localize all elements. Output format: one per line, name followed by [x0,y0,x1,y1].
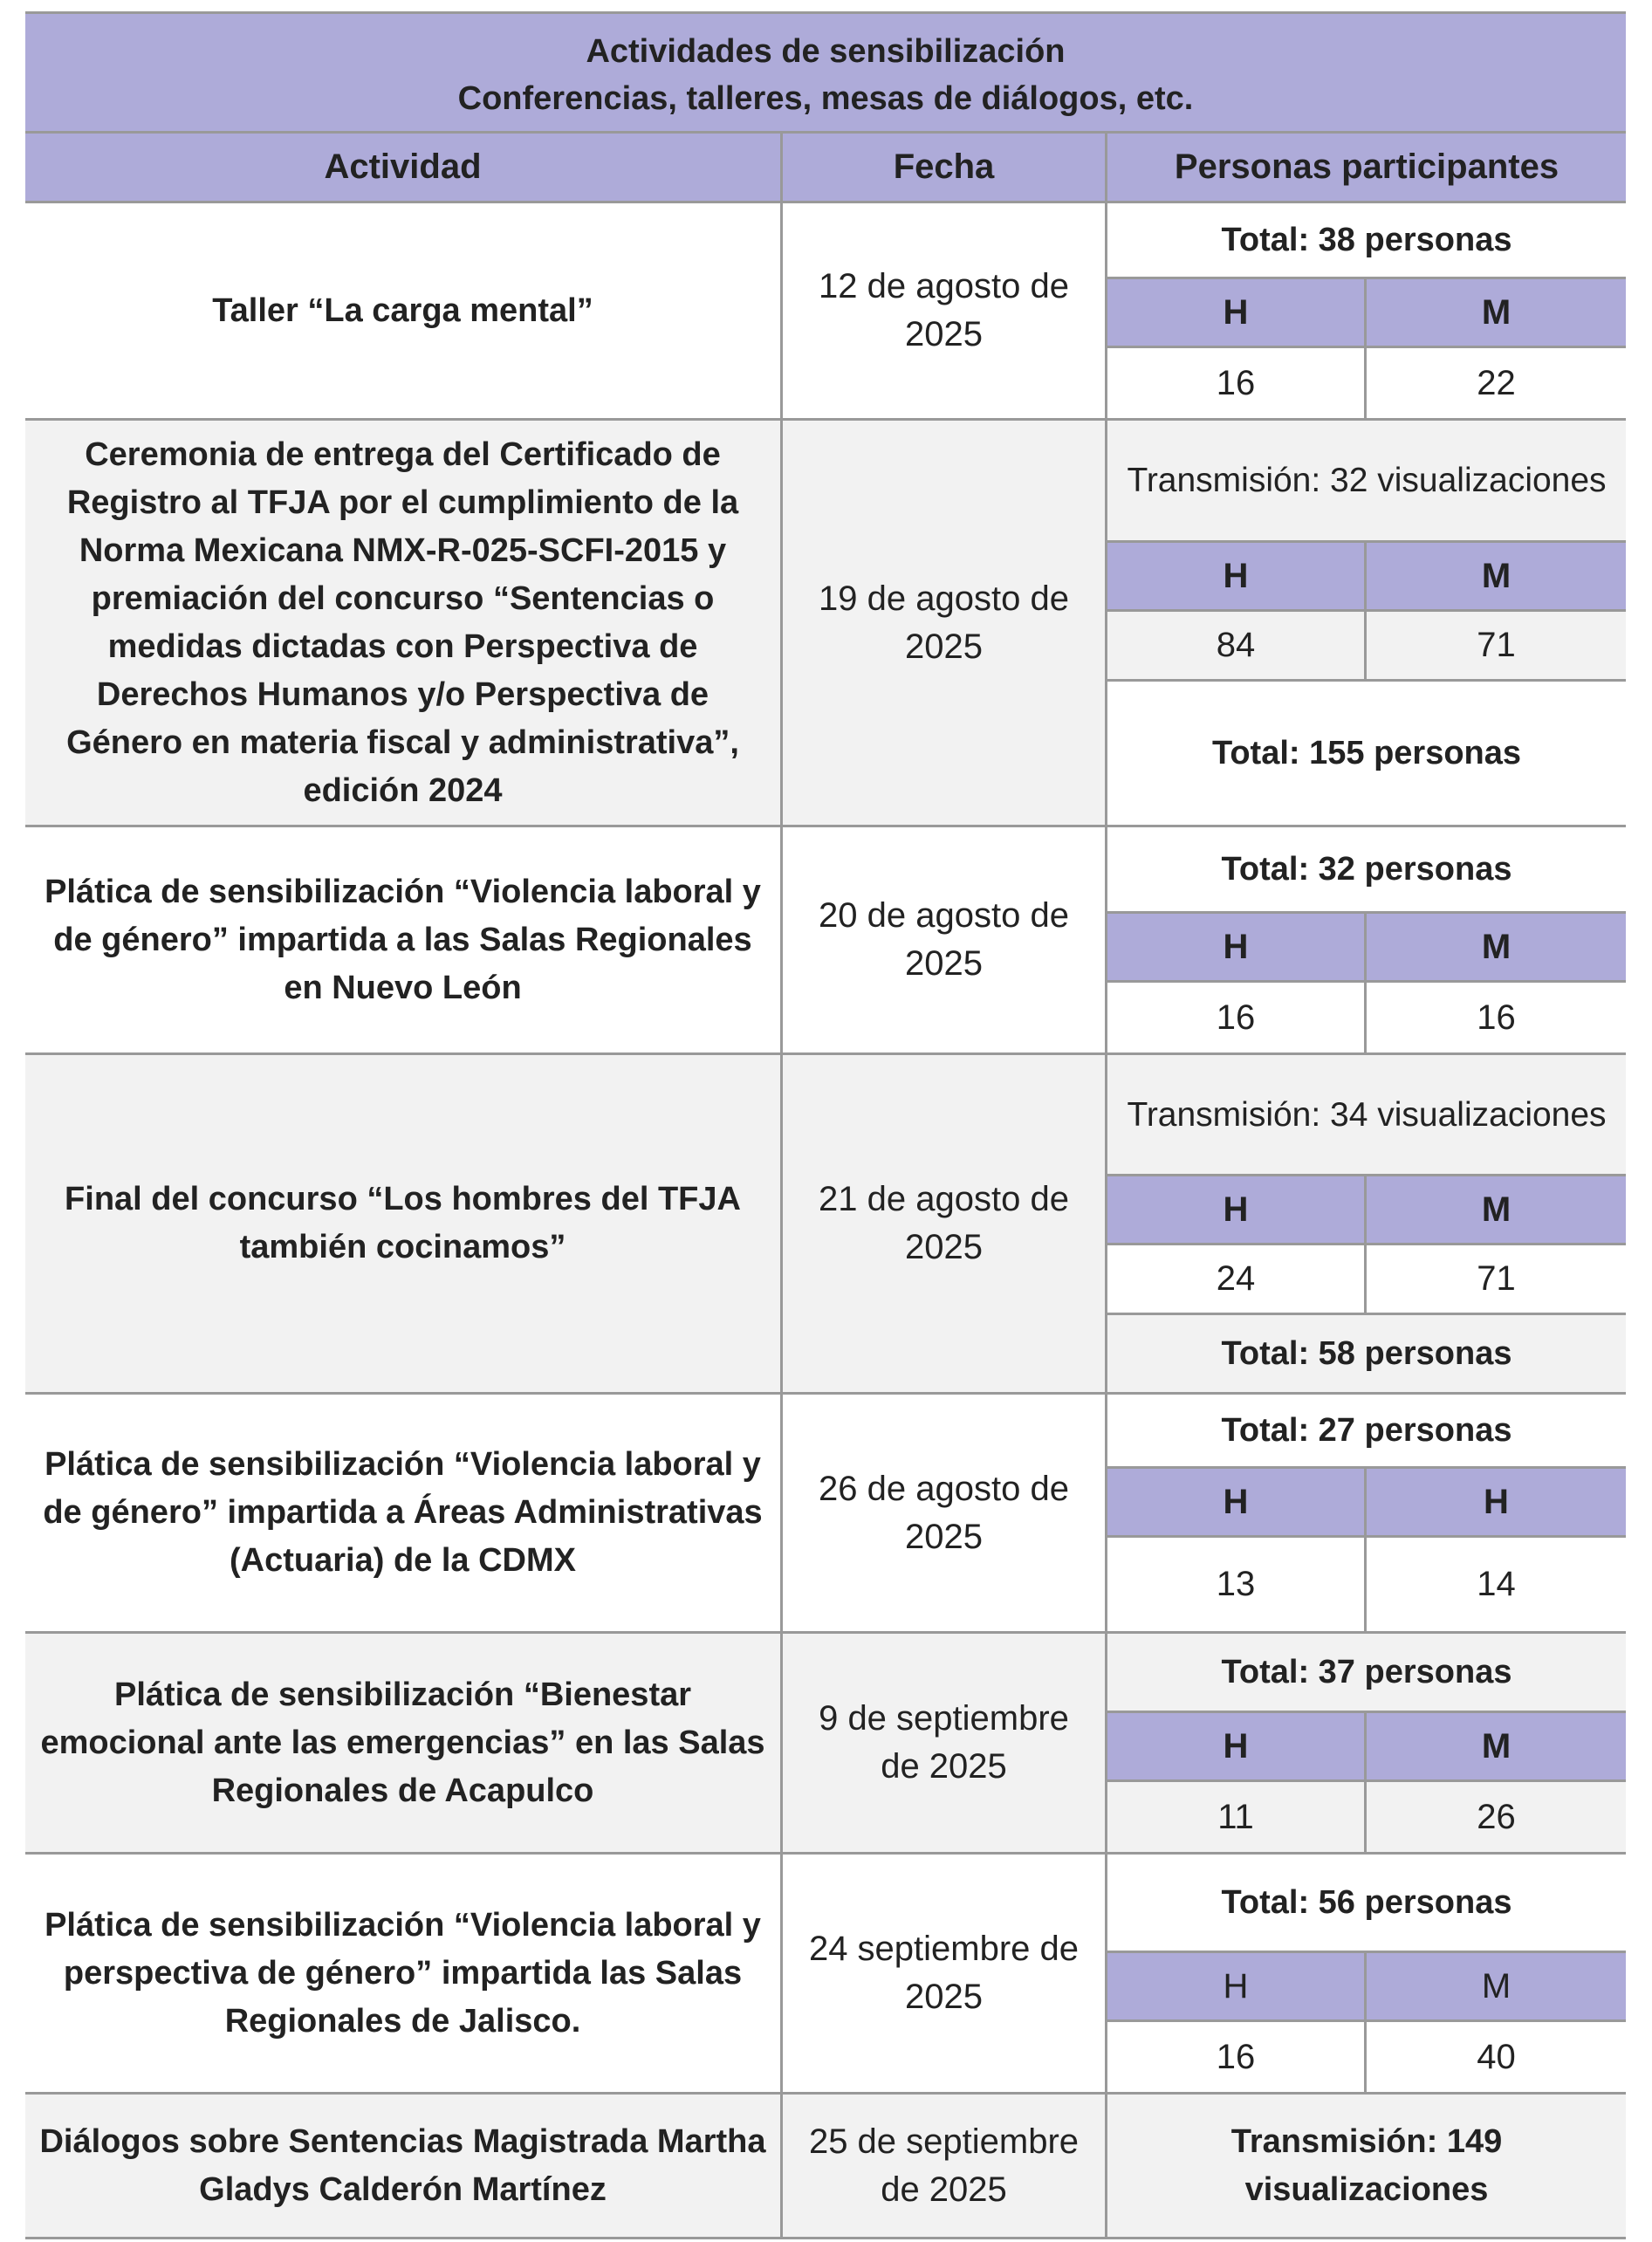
table-title [25,11,1626,134]
activity-date: 12 de agosto de 2025 [783,203,1107,418]
activity-date: 24 septiembre de 2025 [783,1855,1107,2092]
participants-cell [1107,1395,1626,1631]
table-column-headers [25,134,1626,203]
transmission-count: Transmisión: 32 visualizaciones [1127,462,1607,499]
gender-values [1107,1245,1626,1315]
activity-name: Plática de sensibilización “Violencia laboral y de género” impartida a Áreas Administrativas (Actuaria) de la CDMX [25,1395,783,1631]
gender-header [1107,1466,1626,1538]
participants-cell [1107,1634,1626,1852]
gender-label-m: M [1481,1190,1511,1229]
column-header-fecha: Fecha [783,134,1107,201]
activity-date: 20 de agosto de 2025 [783,827,1107,1052]
activity-date: 19 de agosto de 2025 [783,421,1107,825]
gender-label-h: H [1107,1713,1367,1779]
participants-total: Total: 155 personas [1107,682,1626,825]
table-row [25,1634,1626,1855]
gender-label-m: M [1481,292,1511,332]
activity-name: Final del concurso “Los hombres del TFJA también cocinamos” [25,1055,783,1392]
gender-value-h: 16 [1107,348,1367,418]
transmission-count: Transmisión: 149 visualizaciones [1230,2122,1503,2208]
column-header-personas: Personas participantes [1174,147,1559,186]
activity-date: 9 de septiembre de 2025 [783,1634,1107,1852]
gender-value-m: 26 [1477,1797,1516,1836]
gender-header [1107,911,1626,983]
gender-value-h: 13 [1107,1538,1367,1631]
gender-label-h: H [1107,543,1367,609]
gender-values [1107,1782,1626,1852]
gender-value-m: 40 [1477,2037,1516,2076]
gender-value-m: 71 [1477,1259,1516,1298]
activity-date: 25 de septiembre de 2025 [783,2095,1107,2237]
gender-values [1107,612,1626,682]
gender-values [1107,2022,1626,2092]
table-row [25,1055,1626,1395]
activity-name: Diálogos sobre Sentencias Magistrada Martha Gladys Calderón Martínez [25,2095,783,2237]
participants-cell [1107,1855,1626,2092]
participants-total: Total: 56 personas [1221,1884,1512,1921]
participants-cell [1107,827,1626,1052]
gender-value-h: 84 [1107,612,1367,679]
gender-label-h: H [1107,279,1367,346]
gender-values [1107,1538,1626,1631]
activity-name: Taller “La carga mental” [25,203,783,418]
table-title-line2: Conferencias, talleres, mesas de diálogos, etc. [457,80,1194,117]
activity-name: Plática de sensibilización “Bienestar emocional ante las emergencias” en las Salas Regionales de Acapulco [25,1634,783,1852]
participants-cell [1107,203,1626,418]
gender-header [1107,277,1626,348]
gender-value-m: 14 [1477,1565,1516,1603]
table-row [25,2095,1626,2239]
transmission-count: Transmisión: 34 visualizaciones [1127,1095,1607,1134]
table-row [25,421,1626,827]
gender-value-h: 16 [1107,983,1367,1052]
activity-name: Plática de sensibilización “Violencia laboral y de género” impartida a las Salas Regionales en Nuevo León [25,827,783,1052]
participants-cell [1107,421,1626,825]
gender-header [1107,1951,1626,2022]
gender-label-h: H [1107,914,1367,980]
gender-value-h: 11 [1107,1782,1367,1852]
gender-header [1107,540,1626,612]
gender-values [1107,348,1626,418]
gender-label-h: H [1107,1469,1367,1535]
gender-value-h: 16 [1107,2022,1367,2092]
gender-label-m: M [1481,556,1511,595]
participants-total: Total: 32 personas [1221,851,1512,888]
gender-label-h: H [1107,1953,1367,2019]
activities-table [25,11,1626,2239]
participants-total: Total: 38 personas [1221,222,1512,258]
gender-header [1107,1174,1626,1245]
gender-label-m: M [1481,927,1511,966]
gender-header [1107,1711,1626,1782]
gender-value-h: 24 [1107,1245,1367,1313]
activity-date: 21 de agosto de 2025 [783,1055,1107,1392]
gender-label-m: M [1481,1966,1511,2005]
column-header-actividad: Actividad [25,134,783,201]
table-row [25,827,1626,1055]
gender-value-m: 16 [1477,998,1516,1037]
participants-total: Total: 27 personas [1221,1412,1512,1449]
table-row [25,1855,1626,2095]
participants-total: Total: 58 personas [1221,1335,1512,1372]
gender-label-m: H [1484,1482,1509,1521]
gender-values [1107,983,1626,1052]
table-title-line1: Actividades de sensibilización [586,33,1066,70]
gender-value-m: 22 [1477,363,1516,402]
participants-cell [1107,1055,1626,1392]
participants-total: Total: 37 personas [1221,1654,1512,1690]
activity-name: Ceremonia de entrega del Certificado de Registro al TFJA por el cumplimiento de la Norma Mexicana NMX-R-025-SCFI-2015 y premiación del concurso “Sentencias o medidas dictadas con Perspectiva de Derechos Humanos y/o Perspectiva de Género en materia fiscal y administrativa”, edición 2024 [25,421,783,825]
table-row [25,203,1626,421]
gender-label-m: M [1481,1726,1511,1765]
activity-date: 26 de agosto de 2025 [783,1395,1107,1631]
table-row [25,1395,1626,1634]
activity-name: Plática de sensibilización “Violencia laboral y perspectiva de género” impartida las Salas Regionales de Jalisco. [25,1855,783,2092]
gender-value-m: 71 [1477,626,1516,664]
gender-label-h: H [1107,1176,1367,1243]
participants-cell [1107,2095,1626,2237]
